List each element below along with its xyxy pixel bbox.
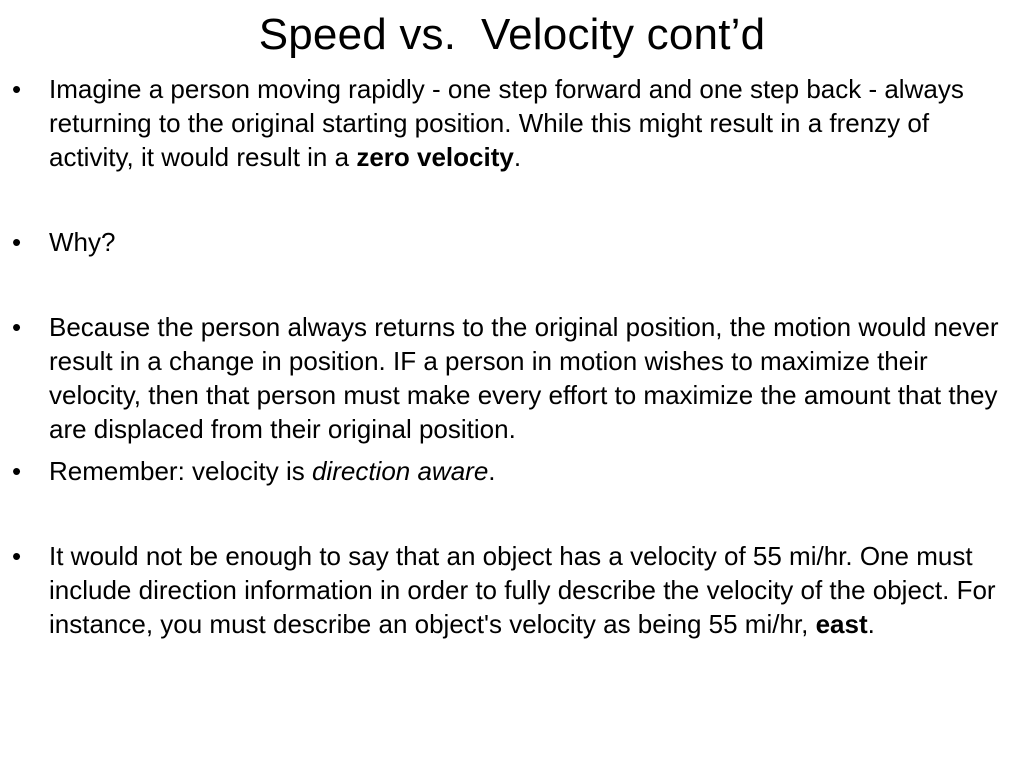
bullet-bold-text: zero velocity bbox=[356, 142, 514, 172]
bullet-item bbox=[0, 225, 1024, 259]
bullet-list bbox=[0, 72, 1024, 641]
bullet-text: Remember: velocity is bbox=[49, 456, 312, 486]
bullet-text: Imagine a person moving rapidly - one step forward and one step back - always returning to the original starting position. While this might result in a frenzy of activity, it would result in a bbox=[49, 74, 964, 172]
bullet-text-end: . bbox=[488, 456, 496, 486]
bullet-text-end: . bbox=[867, 609, 875, 639]
bullet-item bbox=[0, 310, 1024, 446]
bullet-item bbox=[0, 539, 1024, 641]
slide-title: Speed vs. Velocity cont’d bbox=[258, 10, 766, 59]
bullet-text: Why? bbox=[49, 227, 116, 257]
bullet-italic-text: direction aware bbox=[311, 456, 489, 486]
bullet-bold-text: east bbox=[815, 609, 868, 639]
bullet-item bbox=[0, 72, 1024, 174]
bullet-text: Because the person always returns to the original position, the motion would never result in a change in position. IF a person in motion wishes to maximize their velocity, then that person must make every effort to maximize the amount that they are displaced from their original position. bbox=[49, 312, 999, 444]
bullet-text: It would not be enough to say that an object has a velocity of 55 mi/hr. One must include direction information in order to fully describe the velocity of the object. For instance, you must describe an object's velocity as being 55 mi/hr, bbox=[49, 541, 996, 639]
bullet-text-end: . bbox=[513, 142, 522, 172]
bullet-item bbox=[0, 454, 1024, 488]
